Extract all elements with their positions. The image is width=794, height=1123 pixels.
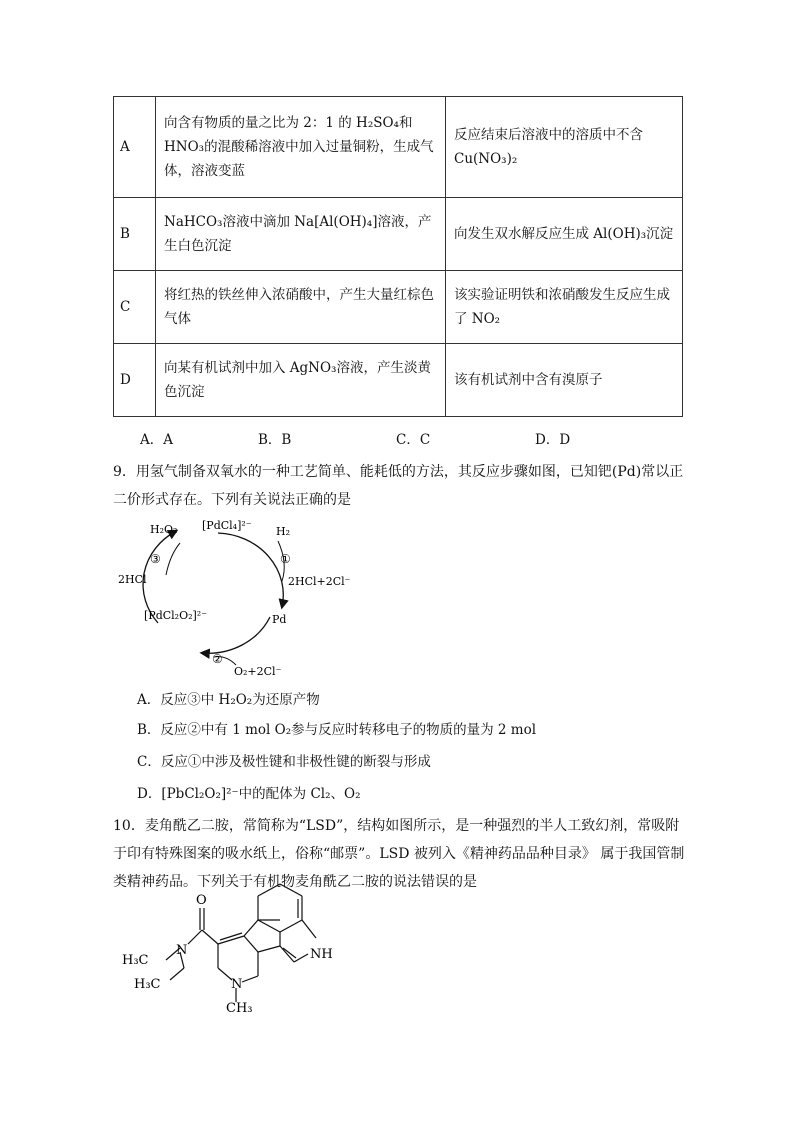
q9-option-d[interactable]: D．[PbCl₂O₂]²⁻中的配体为 Cl₂、O₂ [137, 786, 361, 802]
q9-option-a[interactable]: A．反应③中 H₂O₂为还原产物 [137, 692, 320, 708]
option-key: C [114, 271, 156, 344]
option-operation: NaHCO₃溶液中滴加 Na[Al(OH)₄]溶液，产生白色沉淀 [156, 198, 446, 271]
option-conclusion: 该实验证明铁和浓硝酸发生反应生成了 NO₂ [446, 271, 683, 344]
option-key: B [114, 198, 156, 271]
q9-option-b[interactable]: B．反应②中有 1 mol O₂参与反应时转移电子的物质的量为 2 mol [137, 722, 537, 738]
label-h2o2: H₂O₂ [150, 523, 178, 536]
label-step-1: ① [280, 552, 291, 566]
option-operation: 将红热的铁丝伸入浓硝酸中，产生大量红棕色气体 [156, 271, 446, 344]
option-key: D [114, 344, 156, 417]
label-pdcl2o2: [PdCl₂O₂]²⁻ [144, 609, 208, 622]
choice-c[interactable]: C．C [396, 432, 431, 448]
label-pdcl4: [PdCl₄]²⁻ [202, 519, 252, 532]
group-ch3-n: CH₃ [226, 1001, 253, 1016]
option-conclusion: 该有机试剂中含有溴原子 [446, 344, 683, 417]
label-o2-2cl: O₂+2Cl⁻ [234, 665, 282, 678]
table-row [114, 344, 683, 417]
question-8-table [113, 96, 683, 417]
reaction-cycle-diagram [110, 515, 370, 680]
table-row [114, 271, 683, 344]
question-9-stem: 9．用氢气制备双氧水的一种工艺简单、能耗低的方法，其反应步骤如图，已知钯(Pd)常以正二价形式存在。下列有关说法正确的是 [113, 464, 684, 508]
group-h3c-top: H₃C [122, 953, 149, 968]
label-pd: Pd [272, 613, 287, 626]
arc-step-2 [202, 617, 270, 653]
question-10-stem: 10．麦角酰乙二胺，常简称为“LSD”，结构如图所示，是一种强烈的半人工致幻剂，常吸附于印有特殊图案的吸水纸上，俗称“邮票”。LSD 被列入《精神药品品种目录》 属于我国管制类精神药品。下列关于有机物麦角酰乙二胺的说法错误的是 [113, 818, 685, 890]
choice-b[interactable]: B．B [258, 432, 292, 448]
label-2hcl-2cl: 2HCl+2Cl⁻ [288, 575, 351, 588]
option-operation: 向含有物质的量之比为 2：1 的 H₂SO₄和 HNO₃的混酸稀溶液中加入过量铜粉，生成气体，溶液变蓝 [156, 97, 446, 198]
label-step-3: ③ [150, 552, 161, 566]
option-key: A [114, 97, 156, 198]
label-h2: H₂ [276, 525, 291, 538]
atom-o: O [196, 893, 207, 908]
group-h3c-bottom: H₃C [134, 977, 161, 992]
arc-step-1 [218, 533, 283, 607]
option-conclusion: 向发生双水解反应生成 Al(OH)₃沉淀 [446, 198, 683, 271]
atom-n-amide: N [176, 943, 188, 958]
q9-option-c[interactable]: C．反应①中涉及极性键和非极性键的断裂与形成 [137, 754, 431, 770]
option-conclusion: 反应结束后溶液中的溶质中不含 Cu(NO₃)₂ [446, 97, 683, 198]
atom-nh: NH [310, 947, 333, 962]
label-2hcl: 2HCl [118, 573, 147, 586]
table-row [114, 97, 683, 198]
label-step-2: ② [212, 652, 223, 666]
option-operation: 向某有机试剂中加入 AgNO₃溶液，产生淡黄色沉淀 [156, 344, 446, 417]
atom-n-ring: N [231, 977, 243, 992]
choice-a[interactable]: A．A [140, 432, 173, 448]
choice-d[interactable]: D．D [535, 432, 571, 448]
table-row [114, 198, 683, 271]
hcl-in-arrow [166, 543, 180, 575]
lsd-structure-diagram [112, 882, 362, 1017]
